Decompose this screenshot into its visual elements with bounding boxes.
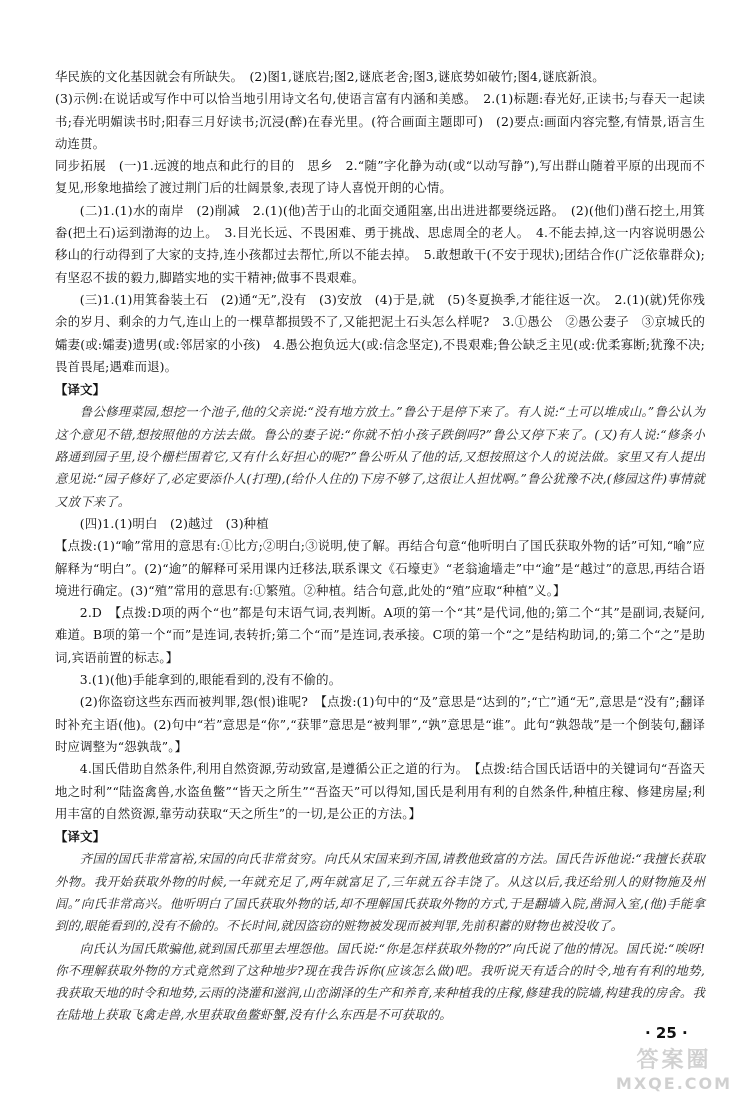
paragraph-8: (四)1.(1)明白 (2)越过 (3)种植 xyxy=(79,515,269,531)
watermark-logo xyxy=(604,1048,744,1098)
paragraph-3: 同步拓展 (一)1.远渡的地点和此行的目的 思乡 2.“随”字化静为动(或“以动写静”),写出群山随着平原的出现而不复见,形象地描绘了渡过荆门后的壮阔景象,表现了诗人喜悦开朗的心情。 xyxy=(55,158,705,196)
paragraph-2: (3)示例:在说话或写作中可以恰当地引用诗文名句,使语言富有内涵和美感。 2.(1)标题:春光好,正读书;与春天一起读书;春光明媚读书时;阳春三月好读书;沉浸(醉)在春光里。(符合画面主题即可) (2)要点:画面内容完整,有情景,语言生动连贯。 xyxy=(55,91,705,151)
paragraph-5: (三)1.(1)用箕畚装土石 (2)通“无”,没有 (3)安放 (4)于是,就 (5)冬夏换季,才能往返一次。 2.(1)(就)凭你残余的岁月、剩余的力气,连山上的一棵草都损毁不了,又能把泥土石头怎么样呢? 3.①愚公 ②愚公妻子 ③京城氏的孀妻(或:孀妻)遗男(或:邻居家的小孩) 4.愚公抱负远大(或:信念坚定),不畏艰难;鲁公缺乏主见(或:优柔寡断;犹豫不决;畏首畏尾;遇难而退)。 xyxy=(55,291,705,374)
translation-text-1: 鲁公修理菜园,想挖一个池子,他的父亲说:“没有地方放土。”鲁公于是停下来了。有人说:“土可以堆成山。”鲁公认为这个意见不错,想按照他的方法去做。鲁公的妻子说:“你就不怕小孩子跌倒吗?”鲁公又停下来了。(又)有人说:“修条小路通到园子里,设个栅栏围着它,又有什么好担心的呢?”鲁公听从了他的话,又想按照这个人的说法做。家里又有人提出意见说:“园子修好了,必定要添仆人(打理),(给仆人住的)下房不够了,这很让人担忧啊。”鲁公犹豫不决,(修园这件)事情就又放下来了。 xyxy=(55,404,705,509)
translation-text-3: 向氏认为国氏欺骗他,就到国氏那里去埋怨他。国氏说:“你是怎样获取外物的?”向氏说了他的情况。国氏说:“唉呀!你不理解获取外物的方式竟然到了这种地步?现在我告诉你(应该怎么做)吧。我听说天有适合的时令,地有有利的地势,我获取天地的时令和地势,云雨的浇灌和滋润,山峦湖泽的生产和养育,来种植我的庄稼,修建我的院墙,构建我的房舍。我在陆地上获取飞禽走兽,水里获取鱼鳖虾蟹,没有什么东西是不可获取的。 xyxy=(55,940,705,1023)
answer-page-body xyxy=(55,66,705,1027)
paragraph-1: 华民族的文化基因就会有所缺失。 (2)图1,谜底岩;图2,谜底老舍;图3,谜底势如破竹;图4,谜底新浪。 xyxy=(55,69,605,84)
translation-heading-2: 【译文】 xyxy=(55,829,106,845)
paragraph-9: 【点拨:(1)“喻”常用的意思有:①比方;②明白;③说明,使了解。再结合句意“他听明白了国氏获取外物的话”可知,“喻”应解释为“明白”。(2)“逾”的解释可采用课内迁移法,联系课文《石壕吏》“老翁逾墙走”中“逾”是“越过”的意思,再结合语境进行确定。(3)“殖”常用的意思有:①繁殖。②种植。结合句意,此处的“殖”应取“种植”义。】 xyxy=(55,538,705,598)
paragraph-4: (二)1.(1)水的南岸 (2)削减 2.(1)(他)苦于山的北面交通阻塞,出出进进都要绕远路。 (2)(他们)凿石挖土,用箕畚(把土石)运到渤海的边上。 3.目光长远、不畏困难、勇于挑战、思虑周全的老人。 4.不能去掉,这一内容说明愚公移山的行动得到了大家的支持,连小孩都过去帮忙,所以不能去掉。 5.敢想敢干(不安于现状);团结合作(广泛依靠群众);有坚忍不拔的毅力,脚踏实地的实干精神;做事不畏艰难。 xyxy=(55,202,705,285)
watermark-top: 答案圈 xyxy=(636,1048,712,1073)
paragraph-10: 2.D 【点拨:D项的两个“也”都是句末语气词,表判断。A项的第一个“其”是代词,他的;第二个“其”是副词,表疑问,难道。B项的第一个“而”是连词,表转折;第二个“而”是连词,表承接。C项的第一个“之”是结构助词,的;第二个“之”是助词,宾语前置的标志。】 xyxy=(55,605,705,665)
page-number: · 25 · xyxy=(645,1024,688,1042)
paragraph-13: 4.国氏借助自然条件,利用自然资源,劳动致富,是遵循公正之道的行为。 【点拨:结合国氏话语中的关键词句“吾盗天地之时利”“陆盗禽兽,水盗鱼鳖”“皆天之所生”“吾盗天”可以得知,国氏是利用有利的自然条件,种植庄稼、修建房屋;利用丰富的自然资源,靠劳动获取“天之所生”的一切,是公正的方法。】 xyxy=(55,761,705,821)
watermark-bottom: MXQE.COM xyxy=(615,1074,733,1093)
paragraph-11: 3.(1)(他)手能拿到的,眼能看到的,没有不偷的。 xyxy=(79,672,342,688)
paragraph-12: (2)你盗窃这些东西而被判罪,怨(恨)谁呢? 【点拨:(1)句中的“及”意思是“达到的”;“亡”通“无”,意思是“没有”;翻译时补充主语(他)。(2)句中“若”意思是“你”,“获罪”意思是“被判罪”,“孰”意思是“谁”。此句“孰怨哉”是一个倒装句,翻译时应调整为“怨孰哉”。】 xyxy=(55,694,705,754)
translation-heading-1: 【译文】 xyxy=(55,382,106,398)
translation-text-2: 齐国的国氏非常富裕,宋国的向氏非常贫穷。向氏从宋国来到齐国,请教他致富的方法。国氏告诉他说:“我擅长获取外物。我开始获取外物的时候,一年就充足了,两年就富足了,三年就五谷丰饶了。从这以后,我还给别人的财物施及州闾。”向氏非常高兴。他听明白了国氏获取外物的话,却不理解国氏获取外物的方式,于是翻墙入院,凿洞入室,(他)手能拿到的,眼能看到的,没有不偷的。不长时间,就因盗窃的赃物被发现而被判罪,先前积蓄的财物也被没收了。 xyxy=(55,851,705,934)
